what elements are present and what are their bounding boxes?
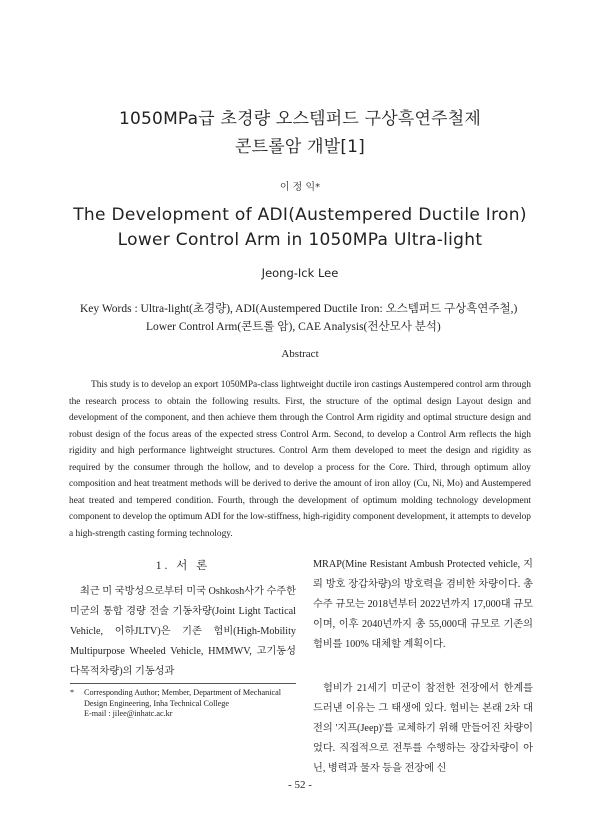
english-title-line1: The Development of ADI(Austempered Ductile Iron) — [73, 205, 527, 225]
footnote — [70, 688, 296, 720]
right-column-paragraph1: MRAP(Mine Resistant Ambush Protected vehicle, 지뢰 방호 장갑차량)의 방호력을 겸비한 차량이다. 총 수주 규모는 2018년부터 2022년까지 17,000대 규모이며, 이후 2040년까지 총 55,000대 규모로 기존의 험비를 100% 대체할 계획이다. — [313, 559, 533, 650]
keywords-line2: Lower Control Arm(콘트롤 암), CAE Analysis(전산모사 분석) — [146, 321, 441, 333]
left-column-text: 최근 미 국방성으로부터 미국 Oshkosh사가 수주한 미군의 통합 경량 전술 기동차량(Joint Light Tactical Vehicle, 이하JLTV)은 기존 험비(High-Mobility Multipurpose Wheeled Vehicle, HMMWV, 고기동성 다목적차량)의 기동성과 — [70, 586, 296, 677]
keywords — [80, 300, 540, 336]
abstract-body — [69, 377, 531, 542]
korean-title-line1: 1050MPa급 초경량 오스템퍼드 구상흑연주철제 — [119, 109, 481, 129]
keywords-line1: Key Words : Ultra-light(초경량), ADI(Austempered Ductile Iron: 오스템퍼드 구상흑연주철,) — [80, 303, 518, 315]
abstract-text: This study is to develop an export 1050MPa-class lightweight ductile iron castings Austempered control arm through the research process to obtain the following results. First, the structure of the optimal design Layout design and development of the component, and then achieve them through the Control Arm rigidity and optimal structure design and robust design of the focus areas of the expected stress Control Arm. Second, to develop a Control Arm reflects the high rigidity and high performance lightweight structures. Control Arm them developed to meet the design and rigidity as required by the consumer through the hollow, and to develop a process for the Core. Third, through optimum alloy composition and heat treatment methods will be derived to derive the amount of iron alloy (Cu, Ni, Mo) and Austempered heat treated and tempered condition. Fourth, through the development of optimum molding technology development component to develop the optimum ADI for the low-stiffness, high-rigidity component development, it attempts to develop a high-strength casting forming technology. — [69, 380, 531, 539]
footnote-divider — [70, 683, 296, 684]
english-author: Jeong-Ick Lee — [261, 266, 339, 280]
korean-title-line2: 콘트롤암 개발[1] — [234, 137, 366, 157]
right-column-paragraph2-text: 험비가 21세기 미군이 참전한 전장에서 한계를 드러낸 이유는 그 태생에 있다. 험비는 본래 2차 대전의 '지프(Jeep)'를 교체하기 위해 만들어진 차량이었다. 직접적으로 전투를 수행하는 장갑차량이 아닌, 병력과 물자 등을 전장에 신 — [313, 683, 533, 774]
footnote-email: E-mail : jilee@inhatc.ac.kr — [84, 709, 173, 718]
footnote-mark: * — [70, 688, 75, 697]
footnote-affiliation: Corresponding Author; Member, Department of Mechanical Design Engineering, Inha Technical College — [84, 688, 282, 708]
left-column-body — [70, 582, 296, 682]
abstract-heading: Abstract — [281, 348, 319, 360]
page-number: - 52 - — [288, 779, 312, 791]
right-column-paragraph2 — [313, 679, 533, 779]
english-title-line2: Lower Control Arm in 1050MPa Ultra-light — [117, 230, 483, 250]
korean-author: 이 정 익* — [279, 182, 321, 193]
section-heading-introduction: 1. 서 론 — [155, 560, 211, 572]
